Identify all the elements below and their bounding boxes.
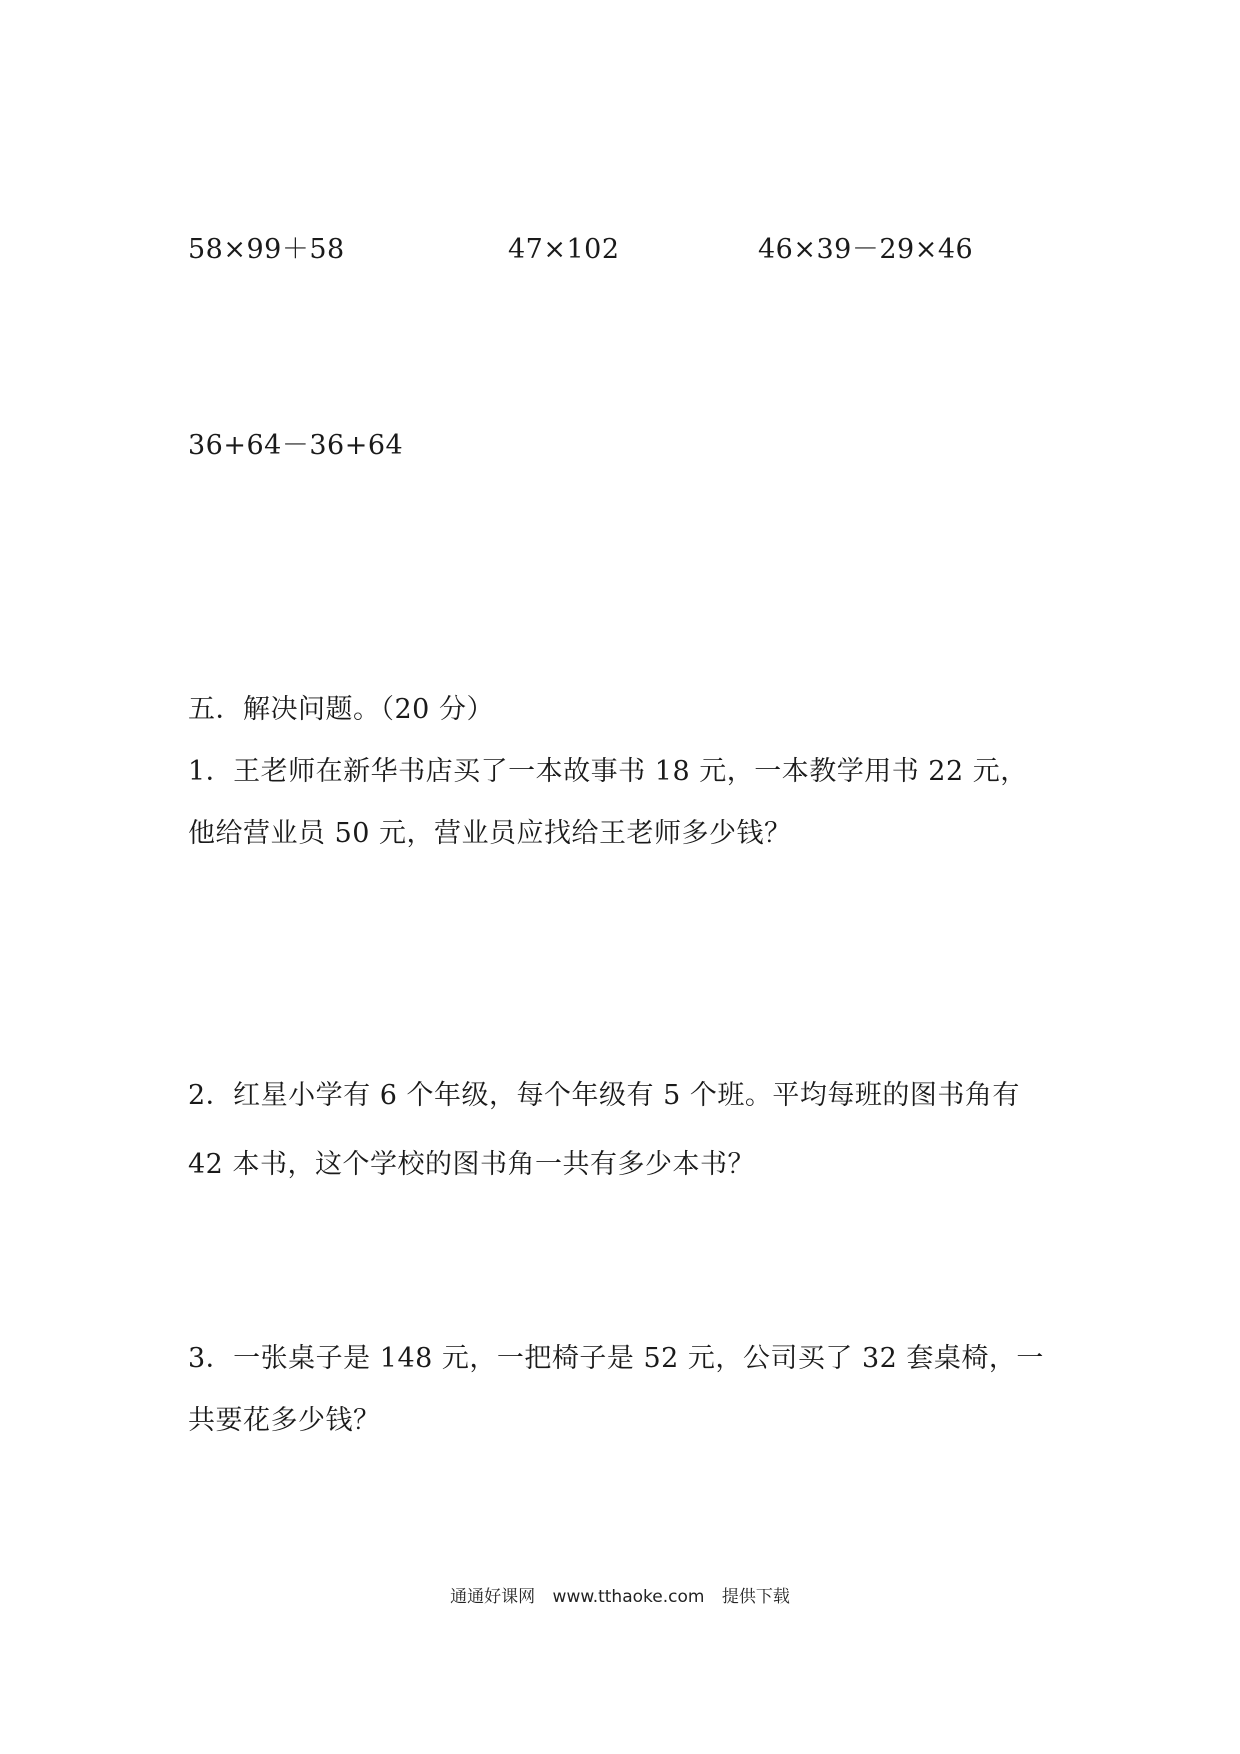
problem-1-line-2: 他给营业员 50 元，营业员应找给王老师多少钱？: [188, 818, 792, 849]
calc-expression-3: 46×39－29×46: [758, 234, 974, 265]
footer-site-name: 通通好课网: [450, 1587, 536, 1607]
problem-3-line-1: 3．一张桌子是 148 元，一把椅子是 52 元，公司买了 32 套桌椅，一: [188, 1343, 1044, 1374]
problem-2-line-2: 42 本书，这个学校的图书角一共有多少本书？: [188, 1149, 755, 1180]
calc-expression-1: 58×99＋58: [188, 234, 345, 265]
calc-expression-2: 47×102: [508, 234, 620, 265]
section-heading: 五．解决问题。（20 分）: [188, 694, 494, 725]
problem-1-line-1: 1．王老师在新华书店买了一本故事书 18 元，一本教学用书 22 元，: [188, 756, 1028, 787]
problem-2-line-1: 2．红星小学有 6 个年级，每个年级有 5 个班。平均每班的图书角有: [188, 1080, 1020, 1111]
calc-expression-4: 36+64－36+64: [188, 430, 404, 461]
problem-3-line-2: 共要花多少钱？: [188, 1405, 381, 1436]
footer-suffix: 提供下载: [721, 1587, 790, 1607]
footer-url: www.tthaoke.com: [552, 1587, 705, 1607]
page-footer: [0, 1585, 1240, 1609]
